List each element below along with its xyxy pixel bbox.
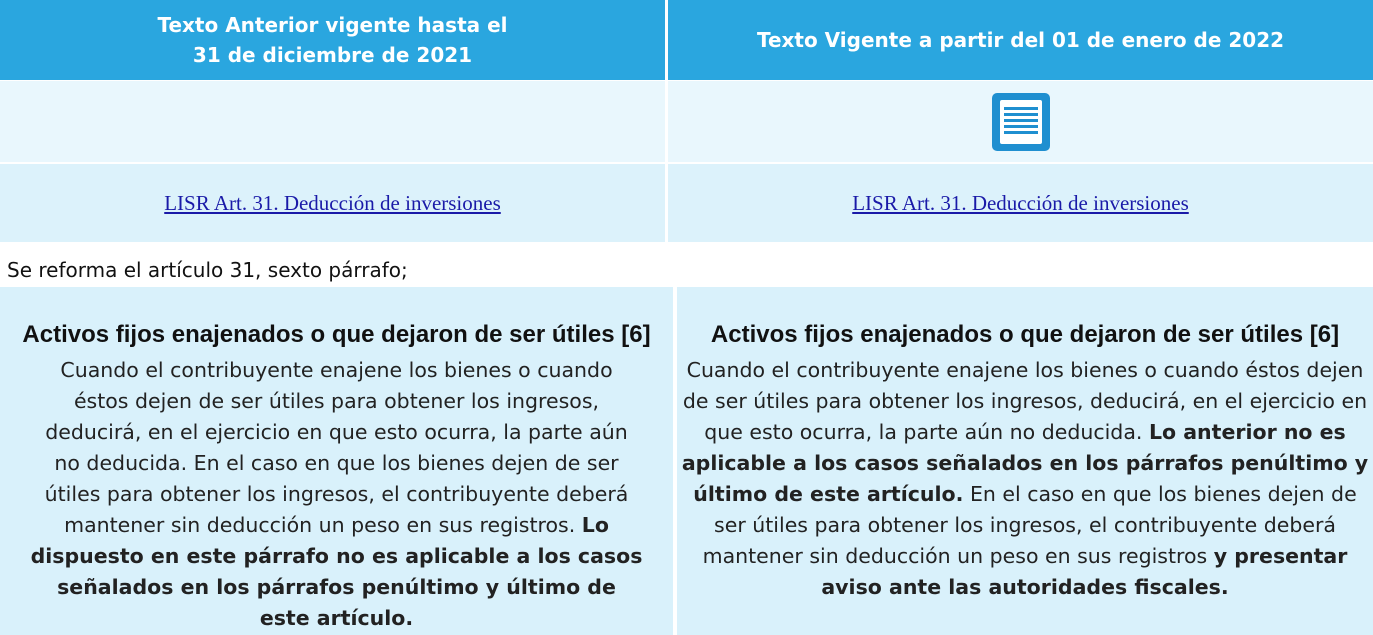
current-article-paragraph-1: Cuando el contribuyente enajene los bienes o cuando éstos dejen de ser útiles para obtener los ingresos, deducirá, en el ejercicio en que esto ocurra, la parte aún no deducida. [682, 358, 1368, 444]
link-cell-left [0, 164, 665, 242]
current-article [677, 287, 1373, 635]
current-article-title: Activos fijos enajenados o que dejaron de ser útiles [6] [710, 321, 1340, 348]
document-icon[interactable] [992, 93, 1050, 151]
header-current-text [668, 0, 1373, 80]
current-article-text [677, 355, 1373, 603]
previous-article-paragraph: Cuando el contribuyente enajene los bienes o cuando éstos dejen de ser útiles para obtener los ingresos, deducirá, en el ejercicio en que esto ocurra, la parte aún no deducida. En el caso en que los bienes dejen de ser útiles para obtener los ingresos, el contribuyente deberá mantener sin deducción un peso en sus registros. [44, 358, 629, 537]
current-article-paragraph-2: En el caso en que los bienes dejen de ser útiles para obtener los ingresos, el contribuyente deberá mantener sin deducción un peso en sus registros [702, 482, 1357, 568]
lisr-art-31-link-right[interactable]: LISR Art. 31. Deducción de inversiones [852, 190, 1189, 215]
previous-article-text [0, 355, 673, 634]
lisr-art-31-link-left[interactable]: LISR Art. 31. Deducción de inversiones [164, 190, 501, 215]
current-article-bold-1: Lo anterior no es aplicable a los casos señalados en los párrafos penúltimo y último de este artículo. [681, 420, 1369, 506]
reform-note: Se reforma el artículo 31, sexto párrafo; [0, 244, 1373, 286]
header-previous-text [0, 0, 665, 80]
icon-cell-right [668, 81, 1373, 162]
header-right-label: Texto Vigente a partir del 01 de enero de 2022 [756, 28, 1285, 52]
previous-article-title: Activos fijos enajenados o que dejaron de ser útiles [6] [22, 321, 651, 348]
icon-cell-left [0, 81, 665, 162]
current-article-bold-2: y presentar aviso ante las autoridades fiscales. [821, 544, 1348, 599]
header-left-line1: Texto Anterior vigente hasta el [157, 13, 508, 37]
previous-article [0, 287, 673, 635]
header-left-line2: 31 de diciembre de 2021 [192, 43, 473, 67]
link-cell-right [668, 164, 1373, 242]
previous-article-bold: Lo dispuesto en este párrafo no es aplicable a los casos señalados en los párrafos penúltimo y último de este artículo. [30, 513, 643, 630]
